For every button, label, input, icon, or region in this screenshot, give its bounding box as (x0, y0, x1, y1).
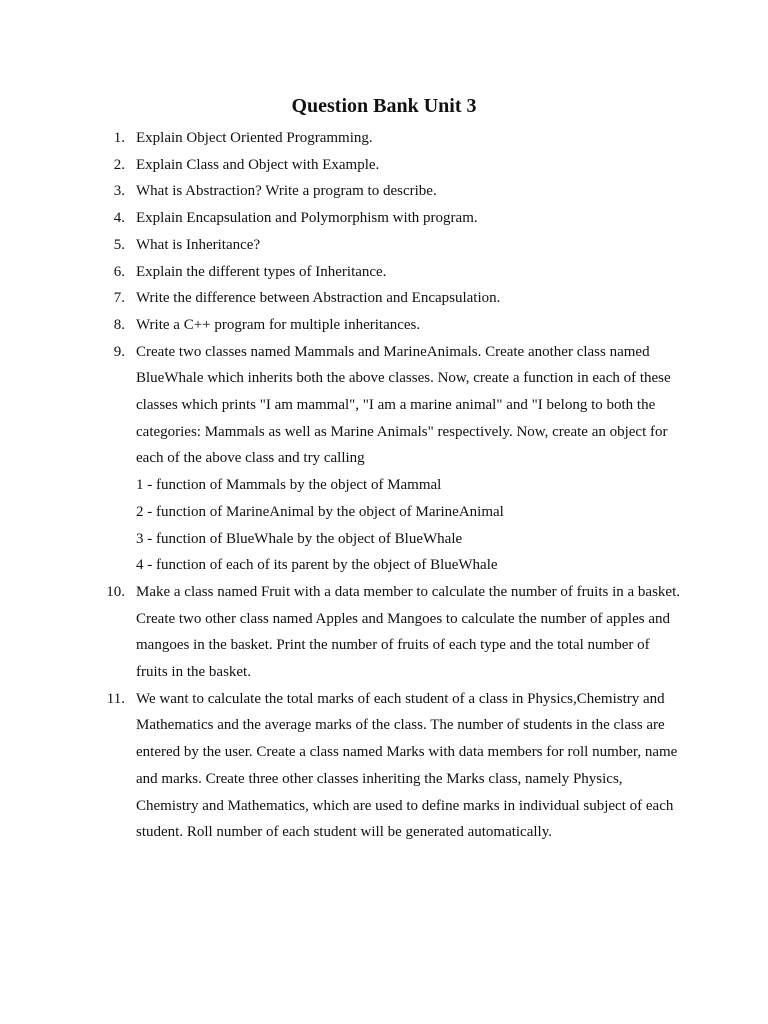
question-text: Write a C++ program for multiple inheritances. (136, 316, 421, 333)
question-text: What is Inheritance? (136, 236, 261, 253)
question-item-10 (0, 579, 768, 686)
question-item-6 (0, 259, 768, 286)
question-number: 11. (106, 690, 125, 707)
question-number: 3. (113, 183, 125, 200)
question-number: 5. (113, 236, 125, 253)
question-number: 8. (113, 316, 125, 333)
question-number: 7. (113, 290, 125, 307)
question-item-1 (0, 125, 768, 152)
question-number: 4. (113, 210, 125, 227)
question-text: Write the difference between Abstraction and Encapsulation. (136, 290, 501, 307)
question-item-11 (0, 686, 768, 846)
question-item-9 (0, 339, 768, 579)
question-number: 6. (113, 263, 125, 280)
question-number: 1. (113, 130, 125, 146)
question-list (0, 125, 768, 846)
question-item-8 (0, 312, 768, 339)
question-item-4 (0, 205, 768, 232)
question-text: Explain Encapsulation and Polymorphism with program. (136, 210, 478, 227)
question-number: 9. (113, 343, 125, 360)
question-subitem: 1 - function of Mammals by the object of Mammal (136, 477, 442, 494)
question-item-3 (0, 178, 768, 205)
question-subitem: 2 - function of MarineAnimal by the object of MarineAnimal (136, 503, 504, 520)
question-text: Explain Class and Object with Example. (136, 156, 380, 173)
page-title: Question Bank Unit 3 (291, 95, 477, 117)
question-text: Explain the different types of Inheritance. (136, 263, 387, 280)
question-item-7 (0, 285, 768, 312)
question-text: What is Abstraction? Write a program to describe. (136, 183, 437, 200)
question-text: Create two classes named Mammals and MarineAnimals. Create another class named BlueWhale which inherits both the above classes. Now, create a function in each of these classes which prints "I am mammal", "I am a marine animal" and "I belong to both the categories: Mammals as well as Marine Animals" respectively. Now, create an object for each of the above class and try calling (136, 343, 671, 467)
question-number: 10. (106, 583, 125, 600)
question-item-2 (0, 152, 768, 179)
question-subitem: 3 - function of BlueWhale by the object of BlueWhale (136, 530, 463, 547)
question-number: 2. (113, 156, 125, 173)
question-text: Make a class named Fruit with a data member to calculate the number of fruits in a basket. Create two other class named Apples and Mangoes to calculate the number of apples and mangoes in the basket. Print the number of fruits of each type and the total number of fruits in the basket. (136, 583, 680, 681)
question-text: Explain Object Oriented Programming. (136, 130, 373, 146)
question-text: We want to calculate the total marks of each student of a class in Physics,Chemistry and Mathematics and the average marks of the class. The number of students in the class are entered by the user. Create a class named Marks with data members for roll number, name and marks. Create three other classes inheriting the Marks class, namely Physics, Chemistry and Mathematics, which are used to define marks in individual subject of each student. Roll number of each student will be generated automatically. (136, 690, 678, 841)
question-item-5 (0, 232, 768, 259)
question-subitem: 4 - function of each of its parent by the object of BlueWhale (136, 557, 498, 574)
